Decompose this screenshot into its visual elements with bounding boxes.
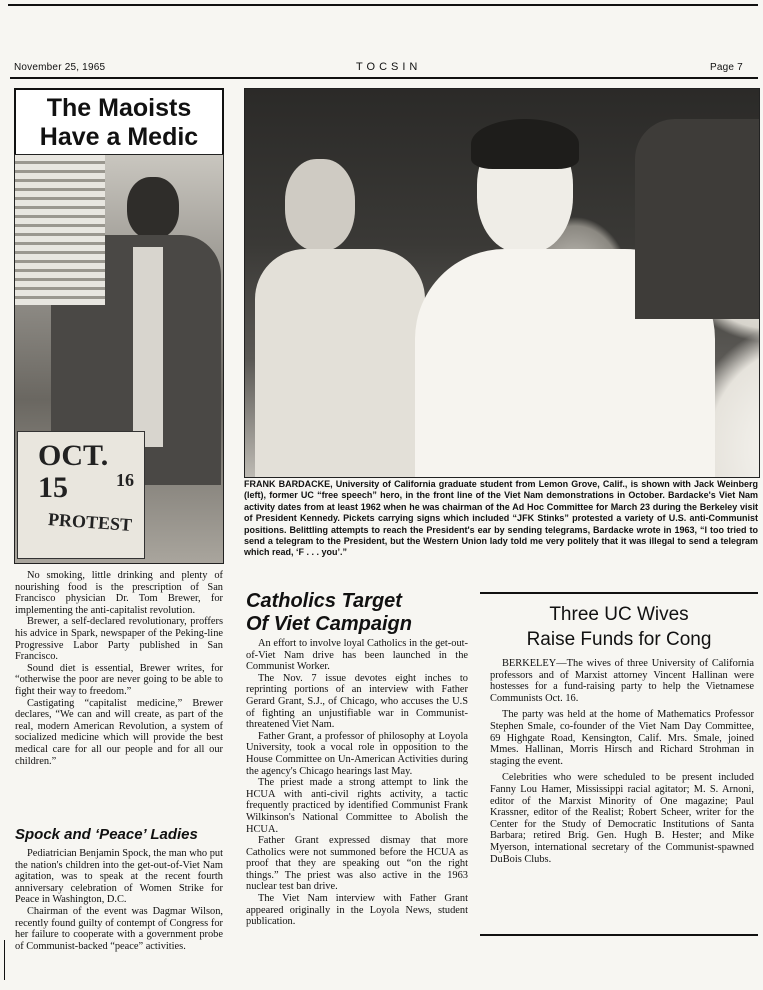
catholics-paragraph: Father Grant, a professor of philosophy at Loyola University, took a vocal role in opposition to the House Committee on Un-American Activities during the agency's Chicago hearings last May. <box>246 730 468 777</box>
catholics-article-body <box>246 638 468 928</box>
ucwives-paragraph: The party was held at the home of Mathematics Professor Stephen Smale, co-founder of the Viet Nam Day Committee, 69 Highgate Road, Kensington, Calif. Mrs. Smale, joined Mmes. Hallinan, Morris Hirsch and Richard Strohman in staging the event. <box>490 709 754 767</box>
photo-caption: FRANK BARDACKE, University of California graduate student from Lemon Grove, Calif., is shown with Jack Weinberg (left), former UC “free speech” hero, in the front line of the Viet Nam demonstrations in October. Bardacke's Viet Nam activity dates from at least 1962 when he was chairman of the Ad Hoc Committee for March 23 during the Berkeley visit of President Kennedy. Pickets carrying signs which included “JFK Stinks” protested a variety of U.S. anti-Communist positions. Belittling attempts to reach the President's ear by sending telegrams, Bardacke wrote in 1963, “I too tried to send a telegram to the President, but the Western Union lady told me very politely that it was illegal to send a telegram which read, ‘F . . . you’.” <box>244 479 758 558</box>
maoists-paragraph: Brewer, a self-declared revolutionary, proffers his advice in Spark, newspaper of the Peking-line Progressive Labor Party published in San Francisco. <box>15 616 223 663</box>
ucwives-paragraph: BERKELEY—The wives of three University of California professors and of Marxist attorney Vincent Hallinan were hostesses for a fund-raising party to help the Vietnamese Communists Oct. 16. <box>490 658 754 704</box>
ucwives-headline-line2: Raise Funds for Cong <box>526 629 712 650</box>
spock-article-body <box>15 848 223 952</box>
ucwives-paragraph: Celebrities who were scheduled to be present included Fanny Lou Hamer, Mississippi racial agitator; M. S. Arnoni, editor of the Marxist Minority of One magazine; Paul Krassner, editor of the Realist; Robert Scheer, writer for the Center for the Study of Democratic Institutions of Santa Barbara; retired Brig. Gen. Hugh B. Hester; and Mike Myerson, international secretary of the Communist-spawned DuBois Clubs. <box>490 772 754 865</box>
maoists-headline-line2: Have a Medic <box>39 123 199 151</box>
publication-name: TOCSIN <box>356 61 422 73</box>
catholics-headline <box>246 590 471 636</box>
top-border <box>8 4 758 6</box>
catholics-headline-line1: Catholics Target <box>246 590 402 612</box>
photo-window-blinds <box>15 155 105 305</box>
bardacke-weinberg-photo <box>244 88 760 478</box>
maoists-paragraph: Sound diet is essential, Brewer writes, for “otherwise the poor are never going to be able to fight their way to freedom.” <box>15 662 223 697</box>
header-rule <box>10 77 758 79</box>
catholics-paragraph: The Viet Nam interview with Father Grant appeared originally in the Loyola News, student publication. <box>246 893 468 928</box>
maoists-headline <box>14 88 224 155</box>
page-number: Page 7 <box>710 62 743 73</box>
sign-date: 16 <box>116 470 134 490</box>
photo-figure-head <box>127 177 179 239</box>
maoists-article-body <box>15 570 223 767</box>
issue-date: November 25, 1965 <box>14 62 106 73</box>
left-margin-mark <box>4 940 5 980</box>
photo-left-figure-head <box>285 159 355 251</box>
maoists-paragraph: Castigating “capitalist medicine,” Brewer declares, “We can and will create, as part of the real, modern American Revolution, a system of socialized medicine which will provide the best medical care for all our people and for all our children.” <box>15 697 223 767</box>
spock-paragraph: Pediatrician Benjamin Spock, the man who put the nation's children into the get-out-of-Viet Nam agitation, was to speak at the recent fourth anniversary celebration of Women Strike for Peace in Washington, D.C. <box>15 848 223 906</box>
ucwives-headline-line1: Three UC Wives <box>549 604 689 625</box>
catholics-paragraph: An effort to involve loyal Catholics in the get-out-of-Viet Nam drive has been launched in the Communist Worker. <box>246 638 468 673</box>
maoists-paragraph: No smoking, little drinking and plenty of nourishing food is the prescription of San Francisco physician Dr. Tom Brewer, for implementing the anti-capitalist revolution. <box>15 570 223 616</box>
ucwives-top-rule <box>480 592 758 594</box>
catholics-paragraph: Father Grant expressed dismay that more Catholics were not summoned before the HCUA as proof that they are speaking out “on the right things.” The priest was also active in the 1963 nuclear test ban drive. <box>246 835 468 893</box>
sign-oct: OCT. 15 <box>38 439 109 504</box>
photo-background-crowd <box>635 119 759 319</box>
catholics-paragraph: The Nov. 7 issue devotes eight inches to reprinting portions of an interview with Father Gerard Grant, S.J., of Chicago, who accuses the U.S of fighting an unjustifiable war in Communist-threatened Viet Nam. <box>246 672 468 731</box>
sign-protest: PROTEST <box>47 509 133 535</box>
oct-protest-sign <box>17 431 145 559</box>
photo-left-figure-body <box>255 249 425 478</box>
spock-paragraph: Chairman of the event was Dagmar Wilson, recently found guilty of contempt of Congress for her failure to cooperate with a government probe of Communist-backed “peace” activities. <box>15 905 223 952</box>
brewer-photo <box>14 154 224 564</box>
catholics-paragraph: The priest made a strong attempt to link the HCUA with anti-civil rights activity, a tactic frequently practiced by identified Communist Frank Wilkinson's National Committee to Abolish the HCUA. <box>246 777 468 835</box>
maoists-headline-line1: The Maoists <box>46 94 192 122</box>
spock-headline: Spock and ‘Peace’ Ladies <box>15 826 198 843</box>
catholics-headline-line2: Of Viet Campaign <box>246 613 412 635</box>
photo-right-figure-hair <box>471 119 579 169</box>
photo-figure-shirt <box>133 247 163 447</box>
ucwives-headline <box>480 602 758 652</box>
ucwives-article-body <box>490 658 754 865</box>
ucwives-bottom-rule <box>480 934 758 936</box>
